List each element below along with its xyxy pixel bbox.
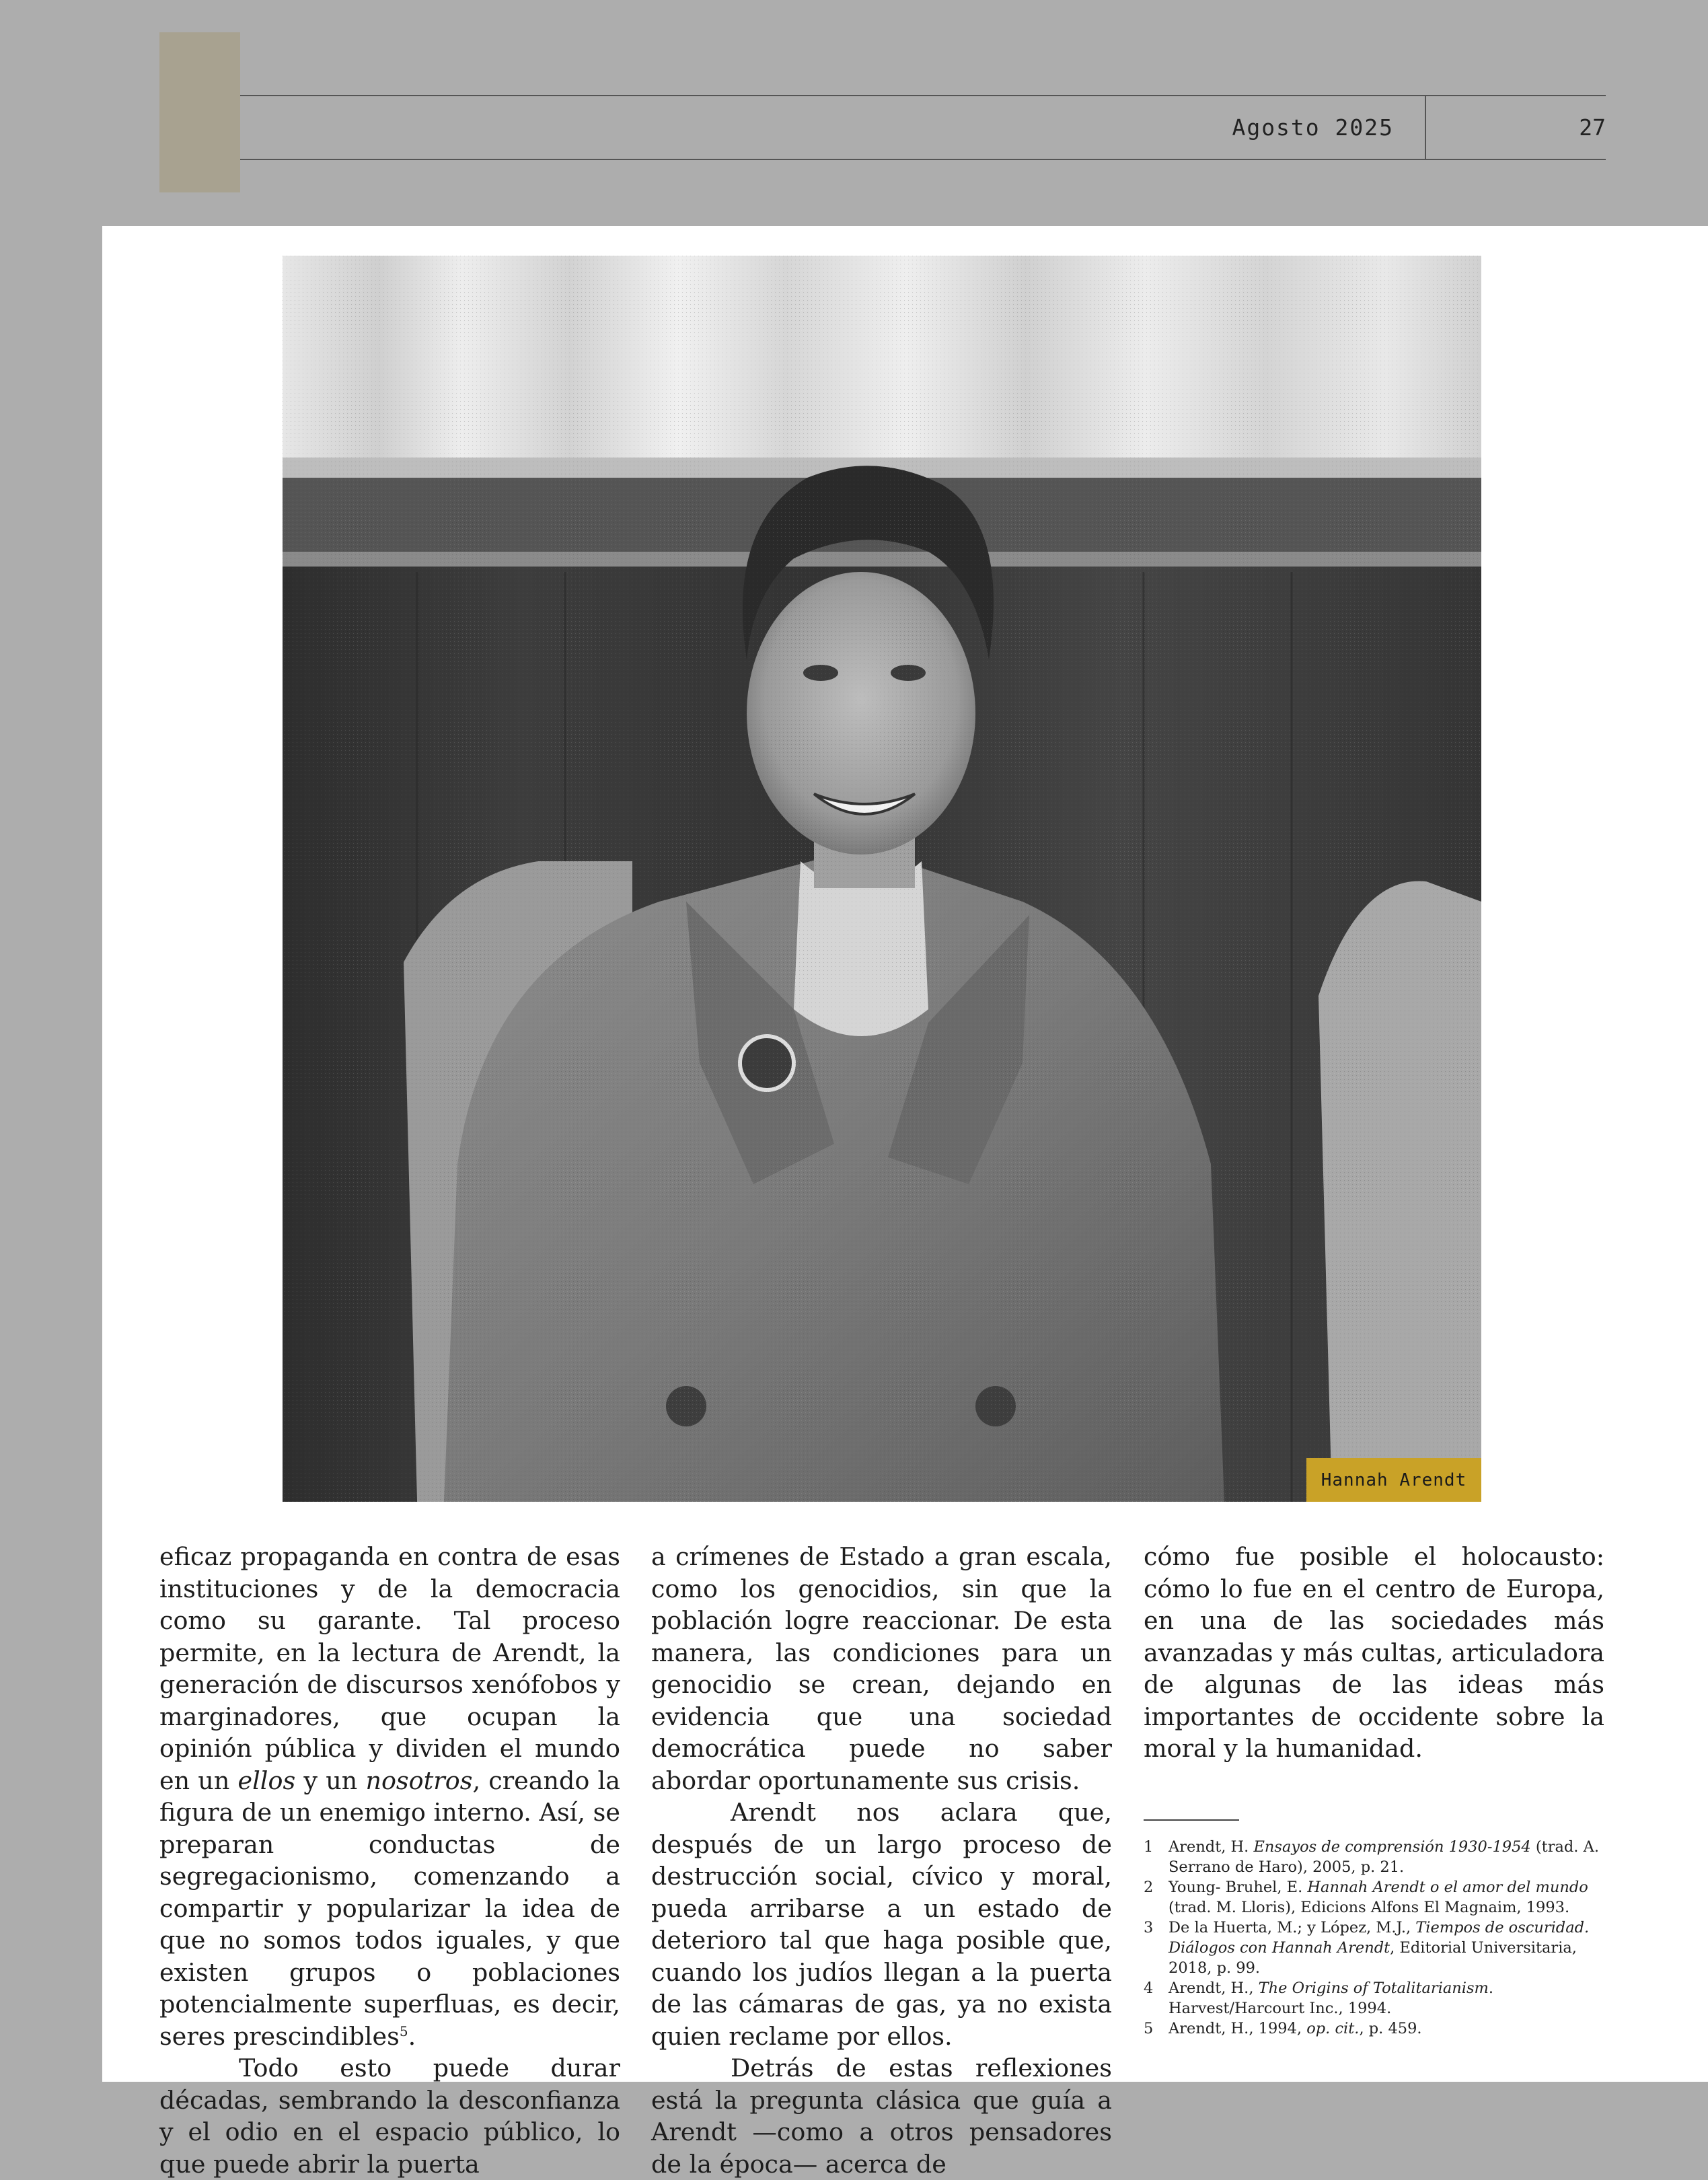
- text-column-2: [651, 1541, 1112, 2180]
- section-tab-block: [159, 32, 240, 192]
- paragraph: eficaz propaganda en contra de esas instituciones y de la democracia como su garante. Tal proceso permite, en la lectura de Arendt, la generación de discursos xenófobos y marginadores, que ocupan la opinión pública y dividen el mundo en un ellos y un nosotros, creando la figura de un enemigo interno. Así, se preparan conductas de segregacionismo, comenzando a compartir y popularizar la idea de que no somos todos iguales, y que existen grupos o poblaciones potencialmente superfluas, es decir, seres prescindibles$^5$.: [159, 1542, 620, 2051]
- header-bottom-rule: [240, 159, 1606, 160]
- footnote: 4 Arendt, H., The Origins of Totalitarianism. Harvest/Harcourt Inc., 1994.: [1144, 1979, 1494, 2017]
- paragraph: cómo fue posible el holocausto: cómo lo fue en el centro de Europa, en una de las sociedades más avanzadas y más cultas, articuladora de algunas de las ideas más importantes de occidente sobre la moral y la humanidad.: [1144, 1542, 1604, 1763]
- page-number: 27: [1579, 114, 1606, 141]
- footnote-ref: 5: [399, 2023, 408, 2039]
- footnote: 3 De la Huerta, M.; y López, M.J., Tiempos de oscuridad. Diálogos con Hannah Arendt, Editorial Universitaria, 2018, p. 99.: [1144, 1919, 1590, 1977]
- paragraph: a crímenes de Estado a gran escala, como los genocidios, sin que la población logre reaccionar. De esta manera, las condiciones para un genocidio se crean, dejando en evidencia que una sociedad democrática puede no saber abordar oportunamente sus crisis.: [651, 1542, 1112, 1795]
- footnotes: [1144, 1837, 1606, 2039]
- paragraph: Detrás de estas reflexiones está la pregunta clásica que guía a Arendt —como a otros pensadores de la época— acerca de: [651, 2054, 1112, 2179]
- header-divider: [1425, 95, 1426, 160]
- photo-caption: Hannah Arendt: [1306, 1458, 1481, 1502]
- header-top-rule: [240, 95, 1606, 96]
- footnote-rule: [1144, 1819, 1239, 1821]
- portrait-photo: [283, 256, 1481, 1502]
- footnote: 1 Arendt, H. Ensayos de comprensión 1930-1954 (trad. A. Serrano de Haro), 2005, p. 21.: [1144, 1838, 1599, 1876]
- paragraph: Arendt nos aclara que, después de un largo proceso de destrucción social, cívico y moral, pueda arribarse a un estado de deterioro tal que haga posible que, cuando los judíos llegan a la puerta de las cámaras de gas, ya no exista quien reclame por ellos.: [651, 1798, 1112, 2051]
- paragraph: Todo esto puede durar décadas, sembrando la desconfianza y el odio en el espacio público, lo que puede abrir la puerta: [159, 2054, 620, 2179]
- footnote: 5 Arendt, H., 1994, op. cit., p. 459.: [1144, 2020, 1422, 2037]
- text-column-3: [1144, 1541, 1604, 1765]
- issue-date: Agosto 2025: [1232, 114, 1394, 141]
- text-column-1: [159, 1541, 620, 2180]
- footnote: 2 Young- Bruhel, E. Hannah Arendt o el amor del mundo (trad. M. Lloris), Edicions Alfons El Magnaim, 1993.: [1144, 1879, 1588, 1916]
